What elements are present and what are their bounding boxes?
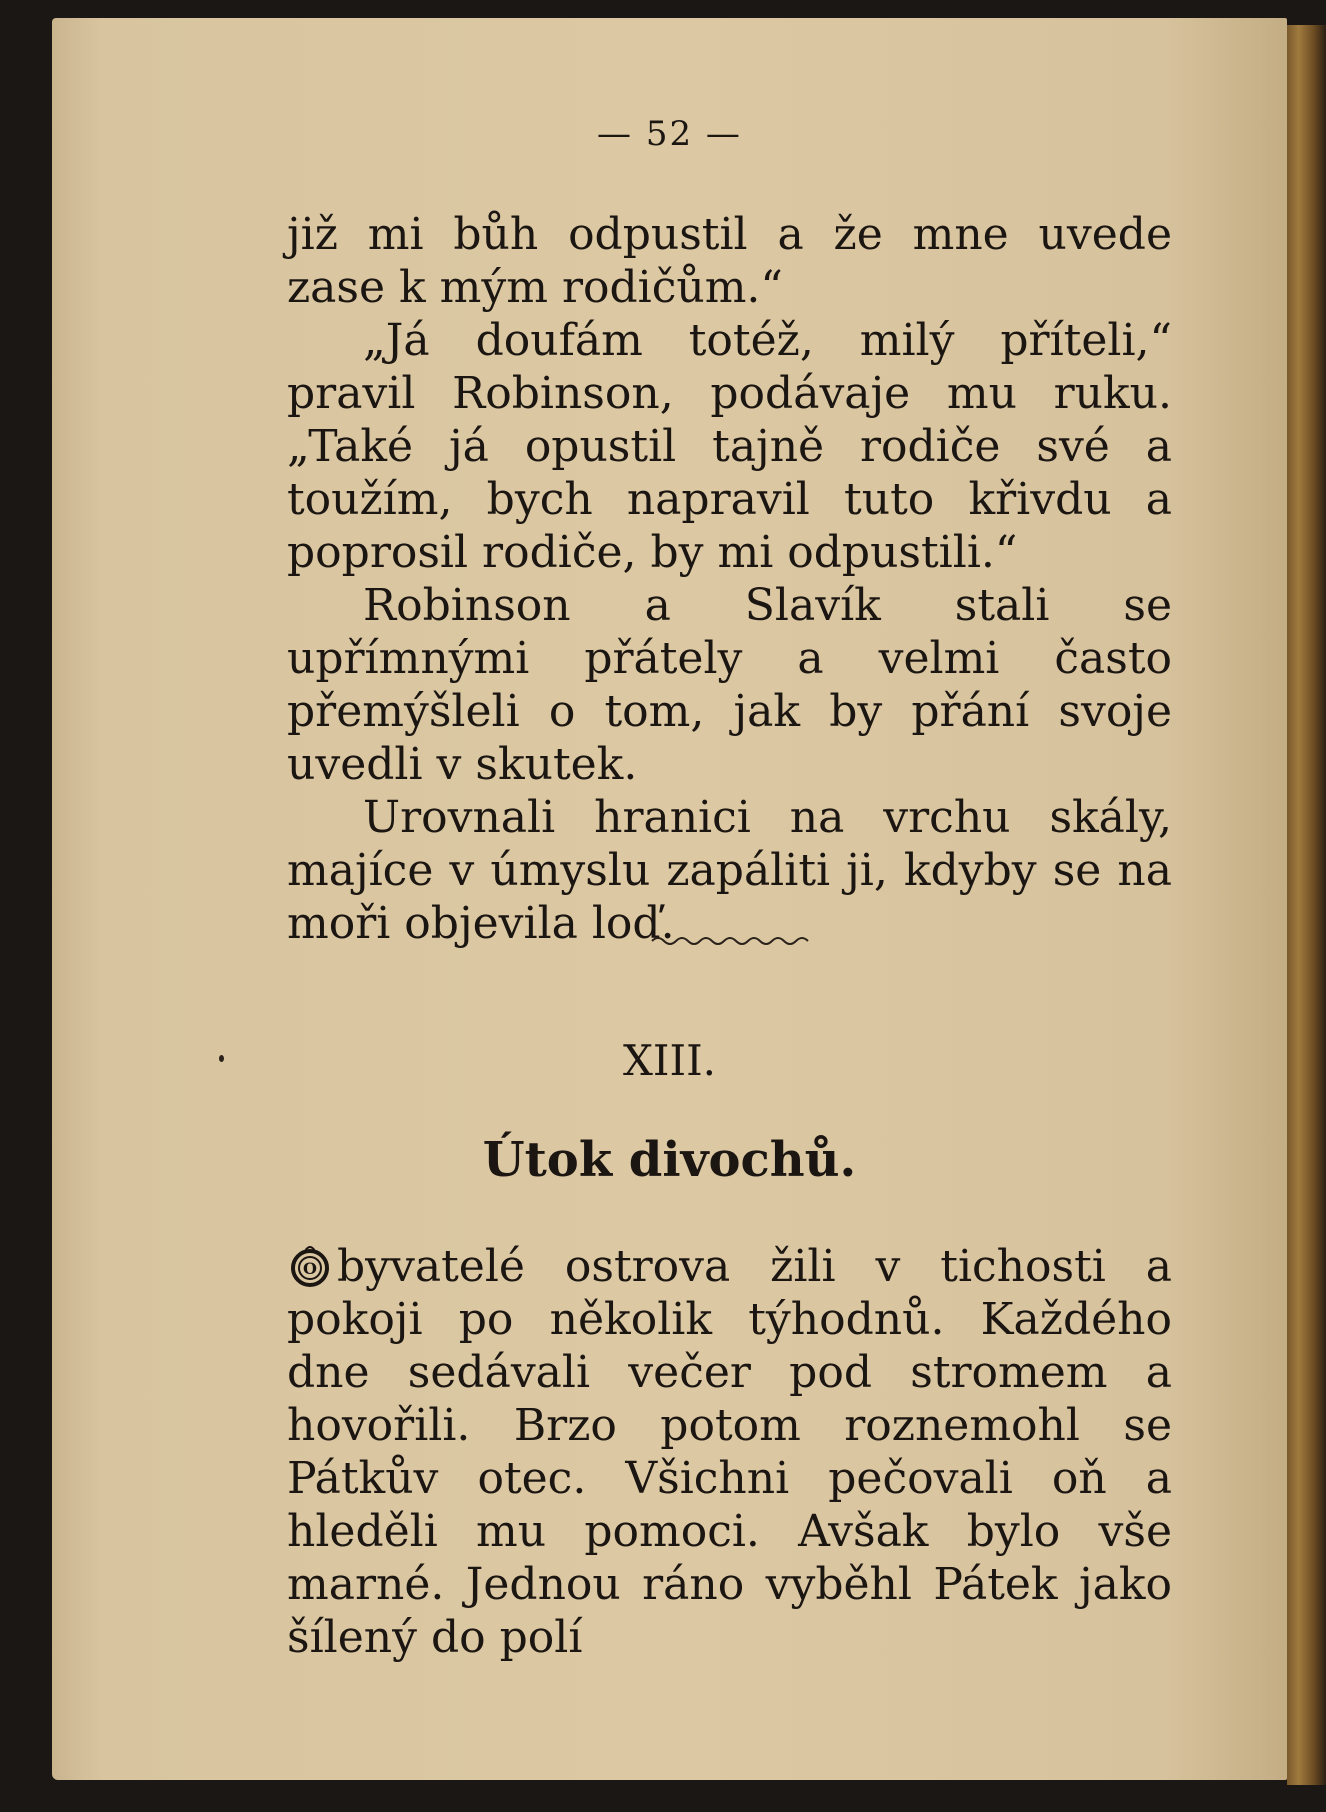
- chapter-number: XIII.: [622, 1036, 717, 1085]
- book-page: [52, 18, 1287, 1780]
- ornamental-dropcap: [287, 1243, 333, 1289]
- chapter-title: Útok divochů.: [482, 1132, 857, 1188]
- dropcap-letter: O: [303, 1259, 317, 1278]
- paragraph-4: Urovnali hranici na vrchu skály, majíce v úmyslu zapáliti ji, kdyby se na moři objevila loď.: [287, 792, 1172, 949]
- page-number: — 52 —: [597, 114, 742, 154]
- book-spine-edge: [1287, 25, 1326, 1785]
- wavy-separator-ornament: [650, 933, 810, 947]
- paragraph-1: již mi bůh odpustil a že mne uvede zase k mým rodičům.“: [287, 209, 1172, 313]
- paragraph-3: Robinson a Slavík stali se upřímnými přátely a velmi často přemýšleli o tom, jak by přání svoje uvedli v skutek.: [287, 580, 1172, 790]
- paper-speck: [219, 1055, 224, 1062]
- paragraph-chapter-opening-text: byvatelé ostrova žili v tichosti a pokoji po několik týhodnů. Každého dne sedávali večer pod stromem a hovořili. Brzo potom roznemohl se Pátkův otec. Všichni pečovali oň a hleděli mu pomoci. Avšak bylo vše marné. Jednou ráno vyběhl Pátek jako šílený do polí: [287, 1241, 1172, 1663]
- text-block-top: [287, 208, 1172, 950]
- paragraph-chapter-opening: [287, 1240, 1172, 1664]
- paragraph-2: „Já doufám totéž, milý příteli,“ pravil Robinson, podávaje mu ruku. „Také já opustil tajně rodiče své a toužím, bych napravil tuto křivdu a poprosil rodiče, by mi odpustili.“: [287, 315, 1172, 578]
- text-block-bottom: [287, 1240, 1172, 1664]
